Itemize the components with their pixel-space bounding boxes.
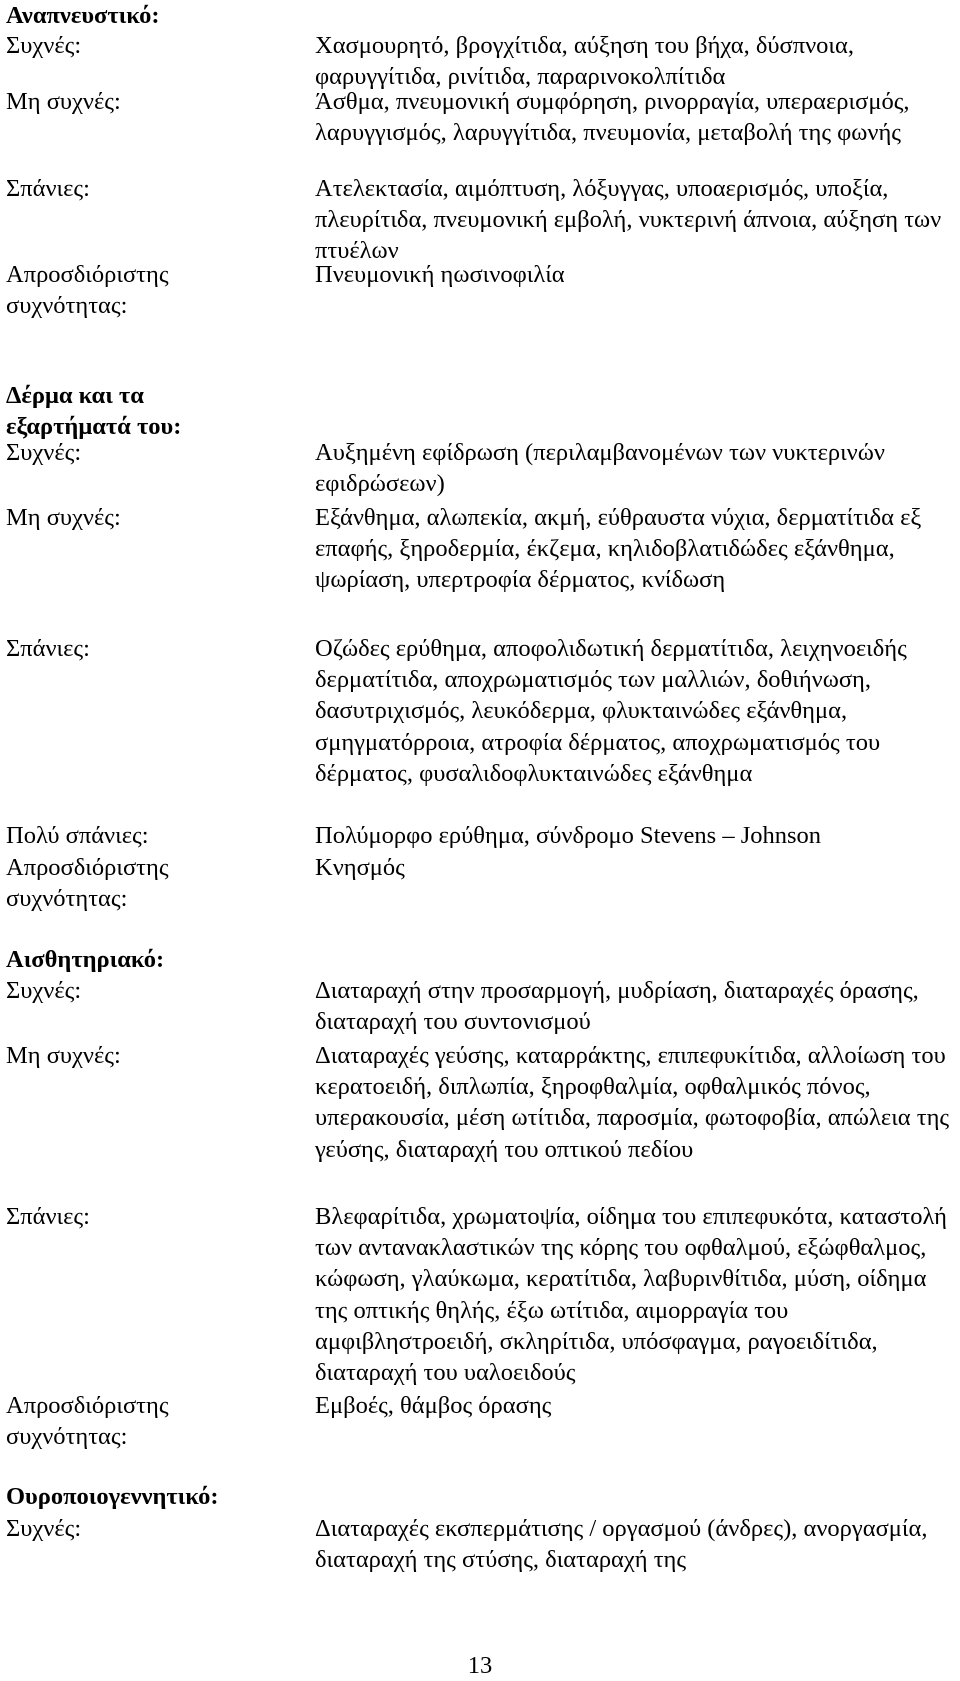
adverse-effects-text: Βλεφαρίτιδα, χρωματοψία, οίδημα του επιπεφυκότα, καταστολή των αντανακλαστικών της κόρης του οφθαλμού, εξώφθαλμος, κώφωση, γλαύκωμα, κερατίτιδα, λαβυρινθίτιδα, μύση, οίδημα της οπτικής θηλής, έξω ωτίτιδα, αιμορραγία του αμφιβληστροειδή, σκληρίτιδα, υπόσφαγμα, ραγοειδίτιδα, διαταραχή του υαλοειδούς	[315, 1203, 947, 1387]
frequency-label: Σπάνιες:	[6, 635, 90, 662]
section-heading-text: Ουροποιογεννητικό:	[6, 1483, 219, 1510]
frequency-label: Συχνές:	[6, 977, 82, 1004]
frequency-label: Μη συχνές:	[6, 1042, 121, 1069]
adverse-effects-text: Διαταραχή στην προσαρμογή, μυδρίαση, διαταραχές όρασης, διαταραχή του συντονισμού	[315, 977, 919, 1036]
frequency-label: Μη συχνές:	[6, 504, 121, 531]
adverse-effects-text: Κνησμός	[315, 854, 405, 881]
frequency-label: Σπάνιες:	[6, 1203, 90, 1230]
frequency-label: Πολύ σπάνιες:	[6, 822, 149, 849]
adverse-effects-text: Διαταραχές εκσπερμάτισης / οργασμού (άνδρες), ανοργασμία, διαταραχή της στύσης, διαταραχή της	[315, 1515, 928, 1574]
adverse-effects-text: Εμβοές, θάμβος όρασης	[315, 1392, 552, 1419]
adverse-effects-text: Πνευμονική ηωσινοφιλία	[315, 261, 565, 288]
adverse-effects-text: Διαταραχές γεύσης, καταρράκτης, επιπεφυκίτιδα, αλλοίωση του κερατοειδή, διπλωπία, ξηροφθαλμία, οφθαλμικός πόνος, υπερακουσία, μέση ωτίτιδα, παροσμία, φωτοφοβία, απώλεια της γεύσης, διαταραχή του οπτικού πεδίου	[315, 1042, 950, 1163]
frequency-label: Απροσδιόριστης συχνότητας:	[6, 1392, 169, 1451]
frequency-label: Μη συχνές:	[6, 88, 121, 115]
section-heading-text: Αισθητηριακό:	[6, 946, 165, 973]
adverse-effects-text: Άσθμα, πνευμονική συμφόρηση, ρινορραγία, υπεραερισμός, λαρυγγισμός, λαρυγγίτιδα, πνευμονία, μεταβολή της φωνής	[315, 88, 910, 147]
adverse-effects-text: Ατελεκτασία, αιμόπτυση, λόξυγγας, υποαερισμός, υποξία, πλευρίτιδα, πνευμονική εμβολή, νυκτερινή άπνοια, αύξηση των πτυέλων	[315, 175, 942, 265]
adverse-effects-text: Χασμουρητό, βρογχίτιδα, αύξηση του βήχα, δύσπνοια, φαρυγγίτιδα, ρινίτιδα, παραρινοκολπίτιδα	[315, 32, 854, 91]
section-heading-text: Αναπνευστικό:	[6, 2, 160, 29]
frequency-label: Συχνές:	[6, 439, 82, 466]
adverse-effects-text: Οζώδες ερύθημα, αποφολιδωτική δερματίτιδα, λειχηνοειδής δερματίτιδα, αποχρωματισμός των μαλλιών, δοθιήνωση, δασυτριχισμός, λευκόδερμα, φλυκταινώδες εξάνθημα, σμηγματόρροια, ατροφία δέρματος, αποχρωματισμός του δέρματος, φυσαλιδοφλυκταινώδες εξάνθημα	[315, 635, 907, 787]
adverse-effects-text: Πολύμορφο ερύθημα, σύνδρομο Stevens – Johnson	[315, 822, 822, 849]
section-heading-text: Δέρμα και τα εξαρτήματά του:	[6, 382, 182, 441]
page-number: 13	[467, 1652, 493, 1679]
frequency-label: Συχνές:	[6, 1515, 82, 1542]
adverse-effects-text: Εξάνθημα, αλωπεκία, ακμή, εύθραυστα νύχια, δερματίτιδα εξ επαφής, ξηροδερμία, έκζεμα, κηλιδοβλατιδώδες εξάνθημα, ψωρίαση, υπερτροφία δέρματος, κνίδωση	[315, 504, 922, 594]
frequency-label: Απροσδιόριστης συχνότητας:	[6, 261, 169, 320]
frequency-label: Σπάνιες:	[6, 175, 90, 202]
frequency-label: Συχνές:	[6, 32, 82, 59]
frequency-label: Απροσδιόριστης συχνότητας:	[6, 854, 169, 913]
adverse-effects-text: Αυξημένη εφίδρωση (περιλαμβανομένων των νυκτερινών εφιδρώσεων)	[315, 439, 885, 498]
